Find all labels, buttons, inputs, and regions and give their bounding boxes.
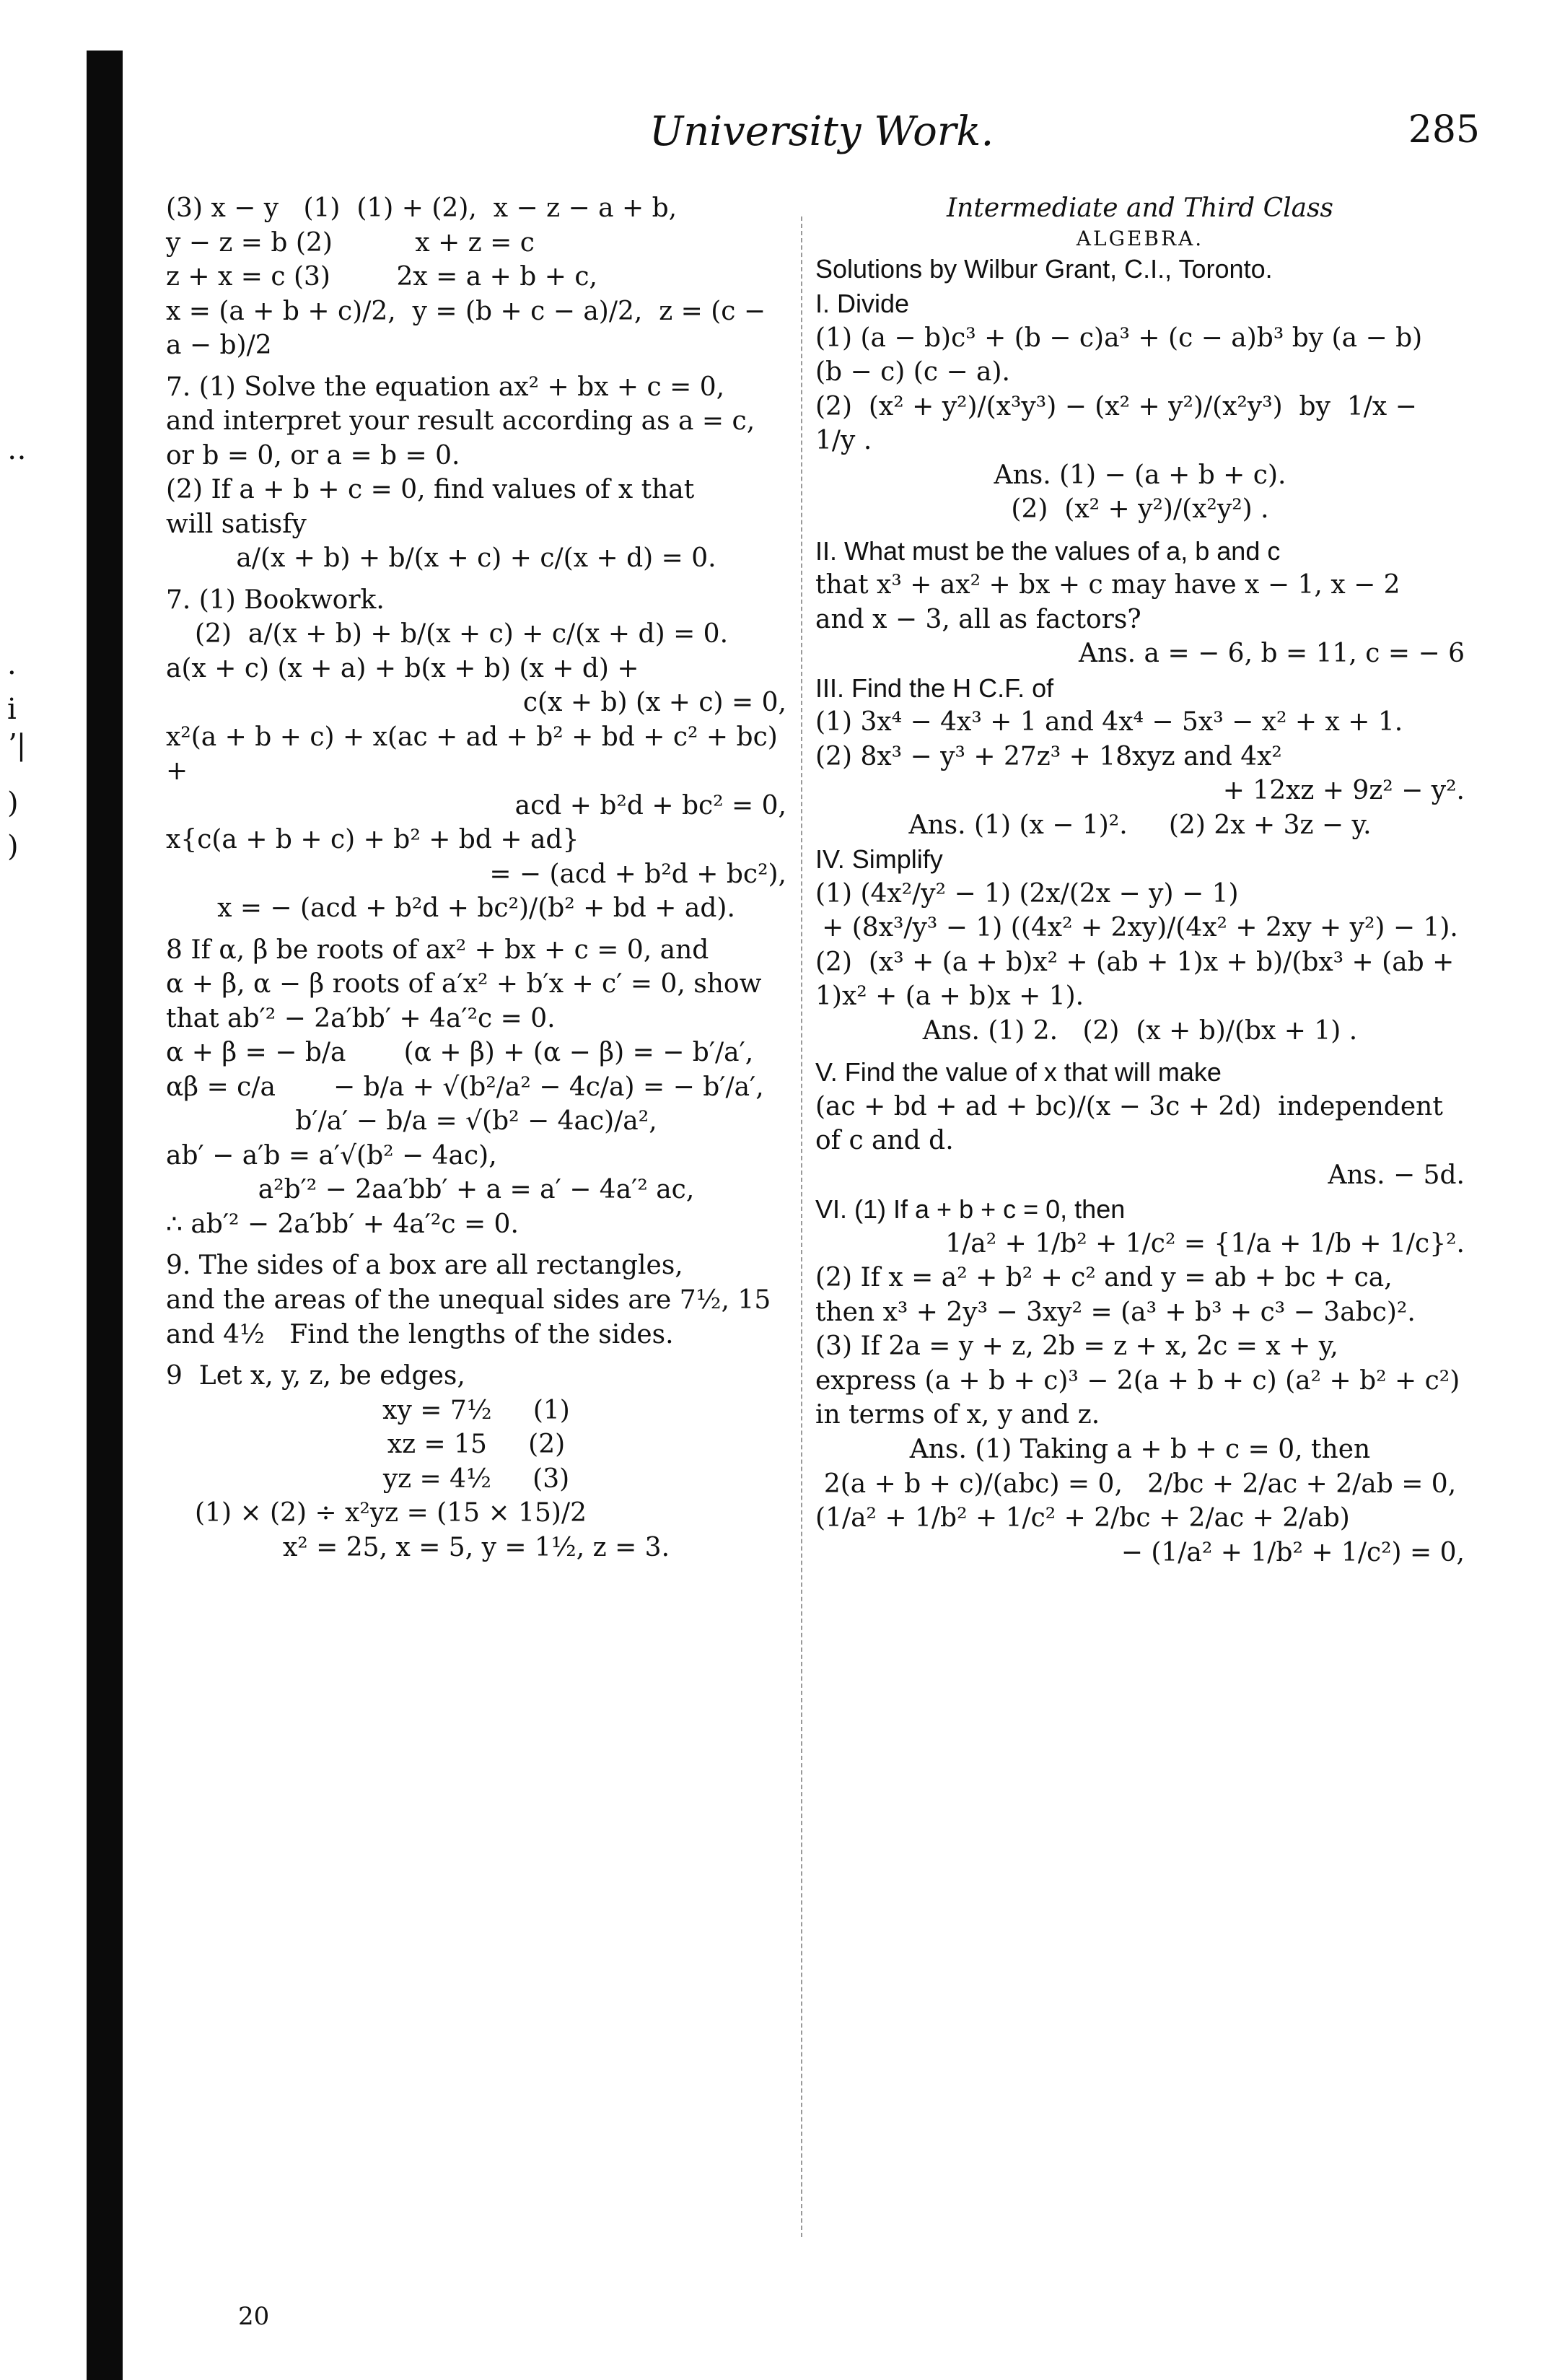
text-line: (1) (a − b)c³ + (b − c)a³ + (c − a)b³ by (a − b) <box>815 323 1423 353</box>
margin-mark: · <box>7 657 17 690</box>
text-line: and x − 3, all as factors? <box>815 604 1141 634</box>
text-line: that ab′² − 2a′bb′ + 4a′²c = 0. <box>166 1003 556 1033</box>
text-line: (2) If a + b + c = 0, find values of x that <box>166 475 695 505</box>
text-line: or b = 0, or a = b = 0. <box>166 440 460 471</box>
text-line: + (8x³/y³ − 1) ((4x² + 2xy)/(4x² + 2xy + y²) − 1). <box>822 913 1458 943</box>
text-line: I. Divide <box>815 288 910 318</box>
text-line: 9 Let x, y, z, be edges, <box>166 1361 465 1391</box>
text-line: 7. (1) Solve the equation ax² + bx + c = 0, <box>166 372 725 402</box>
text-line: II. What must be the values of a, b and c <box>815 535 1281 566</box>
text-line: xz = 15 (2) <box>387 1430 566 1460</box>
text-line: 2(a + b + c)/(abc) = 0, 2/bc + 2/ac + 2/ab = 0, <box>823 1469 1457 1499</box>
text-line: in terms of x, y and z. <box>815 1400 1100 1430</box>
margin-mark: i <box>7 693 17 726</box>
text-line: 9. The sides of a box are all rectangles, <box>166 1251 683 1281</box>
text-line: (1) 3x⁴ − 4x³ + 1 and 4x⁴ − 5x³ − x² + x + 1. <box>815 707 1403 738</box>
text-line: then x³ + 2y³ − 3xy² = (a³ + b³ + c³ − 3abc)². <box>815 1297 1416 1327</box>
text-line: 8 If α, β be roots of ax² + bx + c = 0, and <box>166 935 709 965</box>
text-line: b′/a′ − b/a = √(b² − 4ac)/a², <box>295 1106 657 1137</box>
text-line: (b − c) (c − a). <box>815 357 1010 388</box>
text-line <box>815 527 1465 534</box>
text-line: and the areas of the unequal sides are 7½, 15 <box>166 1285 771 1315</box>
text-line: a(x + c) (x + a) + b(x + b) (x + d) + <box>166 653 639 683</box>
text-line: α + β = − b/a (α + β) + (α − β) = − b′/a′, <box>166 1038 754 1068</box>
text-line: x²(a + b + c) + x(ac + ad + b² + bd + c² + bc) + <box>166 722 786 787</box>
text-line: x{c(a + b + c) + b² + bd + ad} <box>166 825 579 855</box>
text-line: 1/a² + 1/b² + 1/c² = {1/a + 1/b + 1/c}². <box>945 1228 1465 1259</box>
text-line: (2) 8x³ − y³ + 27z³ + 18xyz and 4x² <box>815 741 1282 771</box>
text-line: (3) If 2a = y + z, 2b = z + x, 2c = x + y, <box>815 1331 1338 1362</box>
running-title: University Work. <box>649 108 994 155</box>
text-line: αβ = c/a − b/a + √(b²/a² − 4c/a) = − b′/a′, <box>166 1072 764 1102</box>
text-line: Intermediate and Third Class <box>946 193 1334 223</box>
text-line: ab′ − a′b = a′√(b² − 4ac), <box>166 1140 497 1171</box>
binding-shadow <box>87 51 123 2380</box>
text-line: Ans. (1) − (a + b + c). <box>994 460 1286 490</box>
text-line: z + x = c (3) 2x = a + b + c, <box>166 262 597 292</box>
text-line: Ans. (1) Taking a + b + c = 0, then <box>909 1435 1371 1464</box>
text-line <box>815 1048 1465 1055</box>
text-line: c(x + b) (x + c) = 0, <box>522 688 786 718</box>
margin-mark: ‥ <box>7 433 27 466</box>
signature-mark: 20 <box>238 2302 270 2331</box>
text-line: xy = 7½ (1) <box>382 1395 570 1425</box>
text-line: (2) (x³ + (a + b)x² + (ab + 1)x + b)/(bx³ + (ab + 1)x² + (a + b)x + 1). <box>815 947 1463 1012</box>
margin-mark: ʼ| <box>7 729 27 762</box>
text-line: (2) a/(x + b) + b/(x + c) + c/(x + d) = 0. <box>195 619 729 649</box>
text-line: (1/a² + 1/b² + 1/c² + 2/bc + 2/ac + 2/ab) <box>815 1503 1350 1534</box>
text-line: V. Find the value of x that will make <box>815 1057 1222 1088</box>
text-line: express (a + b + c)³ − 2(a + b + c) (a² + b² + c²) <box>815 1365 1460 1396</box>
text-line: ∴ ab′² − 2a′bb′ + 4a′²c = 0. <box>166 1209 519 1239</box>
text-line: − (1/a² + 1/b² + 1/c²) = 0, <box>1121 1537 1465 1567</box>
right-column <box>815 191 1465 1570</box>
text-line: Ans. a = − 6, b = 11, c = − 6 <box>1079 639 1465 669</box>
text-line: ALGEBRA. <box>1076 226 1204 250</box>
margin-mark: ) <box>7 830 19 863</box>
text-line: (3) x − y (1) (1) + (2), x − z − a + b, <box>166 193 678 223</box>
text-line: yz = 4½ (3) <box>382 1464 570 1494</box>
text-line: (1) × (2) ÷ x²yz = (15 × 15)/2 <box>195 1498 587 1528</box>
margin-mark: ) <box>7 787 19 820</box>
text-line: x = (a + b + c)/2, y = (b + c − a)/2, z = (c − a − b)/2 <box>166 296 774 361</box>
text-line: and 4½ Find the lengths of the sides. <box>166 1319 674 1349</box>
text-line <box>166 1241 786 1248</box>
text-line: Ans. (1) (x − 1)². (2) 2x + 3z − y. <box>908 810 1372 840</box>
text-line: Ans. − 5d. <box>1328 1160 1465 1190</box>
text-line: VI. (1) If a + b + c = 0, then <box>815 1194 1126 1225</box>
text-line: 7. (1) Bookwork. <box>166 585 385 615</box>
text-line: x² = 25, x = 5, y = 1½, z = 3. <box>282 1532 670 1562</box>
text-line: y − z = b (2) x + z = c <box>166 227 535 258</box>
text-line <box>166 926 786 933</box>
text-line: will satisfy <box>166 509 307 539</box>
text-line: IV. Simplify <box>815 844 943 875</box>
text-line: a²b′² − 2aa′bb′ + a = a′ − 4a′² ac, <box>258 1175 695 1205</box>
text-line: α + β, α − β roots of a′x² + b′x + c′ = 0, show <box>166 969 762 999</box>
left-column <box>166 191 786 1565</box>
margin-marks <box>7 433 72 866</box>
text-line <box>166 576 786 583</box>
text-line <box>166 1352 786 1359</box>
text-line: (ac + bd + ad + bc)/(x − 3c + 2d) independent of c and d. <box>815 1091 1452 1156</box>
text-line: Ans. (1) 2. (2) (x + b)/(bx + 1) . <box>922 1015 1358 1046</box>
text-line: a/(x + b) + b/(x + c) + c/(x + d) = 0. <box>236 543 716 574</box>
text-line: that x³ + ax² + bx + c may have x − 1, x − 2 <box>815 570 1400 600</box>
text-line <box>166 363 786 370</box>
column-divider <box>801 216 802 2237</box>
text-line: + 12xz + 9z² − y². <box>1222 776 1465 806</box>
page-header <box>144 108 1509 166</box>
text-line: (1) (4x²/y² − 1) (2x/(2x − y) − 1) <box>815 878 1239 909</box>
text-line: III. Find the H C.F. of <box>815 673 1054 703</box>
text-line: (2) If x = a² + b² + c² and y = ab + bc + ca, <box>815 1263 1393 1293</box>
text-line: and interpret your result according as a = c, <box>166 406 755 437</box>
text-line: (2) (x² + y²)/(x²y²) . <box>1011 494 1269 525</box>
text-line: Solutions by Wilbur Grant, C.I., Toronto. <box>815 254 1273 284</box>
text-line: acd + b²d + bc² = 0, <box>514 790 786 821</box>
text-line: = − (acd + b²d + bc²), <box>489 859 786 889</box>
text-line: x = − (acd + b²d + bc²)/(b² + bd + ad). <box>217 893 735 924</box>
text-line: (2) (x² + y²)/(x³y³) − (x² + y²)/(x²y³) by 1/x − 1/y . <box>815 391 1426 456</box>
page-number: 285 <box>1408 108 1480 152</box>
